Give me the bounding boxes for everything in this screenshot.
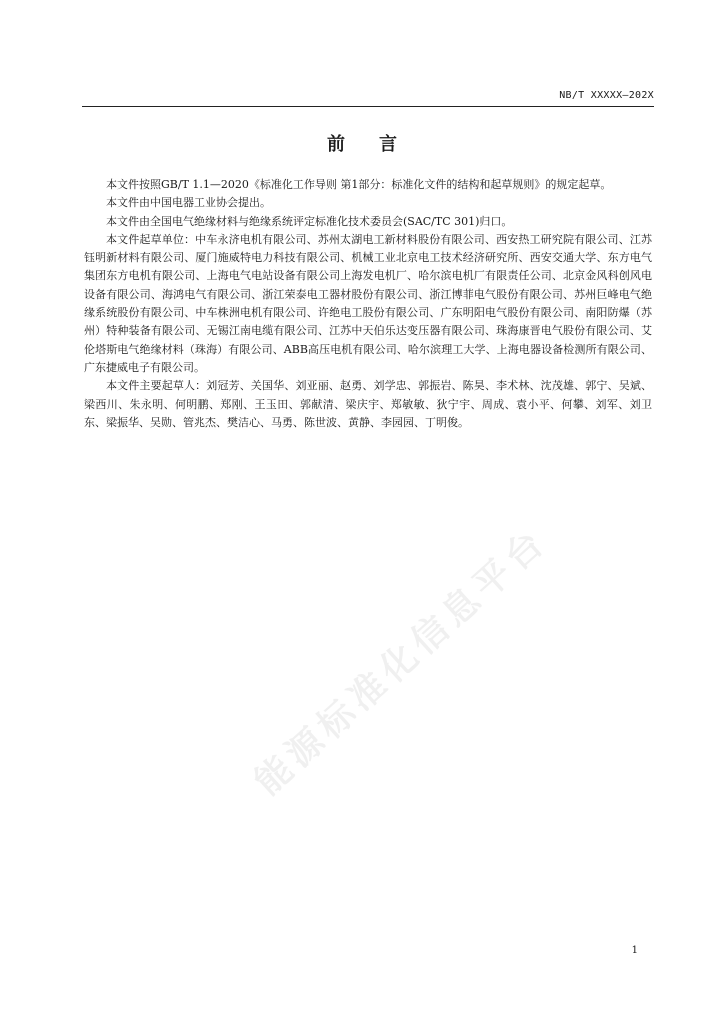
document-code: NB/T XXXXX—202X — [559, 90, 654, 101]
paragraph-drafters: 本文件主要起草人：刘冠芳、关国华、刘亚丽、赵勇、刘学忠、郭振岩、陈昊、李术林、沈茂雄、郭宁、吴斌、梁西川、朱永明、何明鹏、郑刚、王玉田、郭献清、梁庆宇、郑敏敏、狄宁宇、周成、袁小平、何攀、刘军、刘卫东、梁振华、吴勋、管兆杰、樊洁心、马勇、陈世波、黄静、李园园、丁明俊。 — [84, 379, 652, 429]
paragraph-drafting-rules: 本文件按照GB/T 1.1—2020《标准化工作导则 第1部分：标准化文件的结构和起草规则》的规定起草。 — [106, 178, 612, 191]
paragraph-committee: 本文件由全国电气绝缘材料与绝缘系统评定标准化技术委员会(SAC/TC 301)归口。 — [106, 214, 513, 228]
page-number: 1 — [631, 945, 638, 956]
header-divider — [82, 106, 654, 107]
watermark: 能源标准化信息平台 — [247, 520, 556, 804]
paragraph-drafting-units: 本文件起草单位：中车永济电机有限公司、苏州太湖电工新材料股份有限公司、西安热工研究院有限公司、江苏钰明新材料有限公司、厦门施威特电力科技有限公司、机械工业北京电工技术经济研究所、西安交通大学、东方电气集团东方电机有限公司、上海电气电站设备有限公司上海发电机厂、哈尔滨电机厂有限责任公司、北京金风科创风电设备有限公司、海鸿电气有限公司、浙江荣泰电工器材股份有限公司、浙江博菲电气股份有限公司、苏州巨峰电气绝缘系统股份有限公司、中车株洲电机有限公司、许绝电工股份有限公司、广东明阳电气股份有限公司、南阳防爆（苏州）特种装备有限公司、无锡江南电缆有限公司、江苏中天伯乐达变压器有限公司、珠海康晋电气股份有限公司、艾伦塔斯电气绝缘材料（珠海）有限公司、ABB高压电机有限公司、哈尔滨理工大学、上海电器设备检测所有限公司、广东捷威电子有限公司。 — [84, 232, 652, 374]
foreword-body — [84, 176, 652, 432]
page-title: 前言 — [327, 134, 431, 155]
paragraph-proposer: 本文件由中国电器工业协会提出。 — [106, 196, 271, 210]
